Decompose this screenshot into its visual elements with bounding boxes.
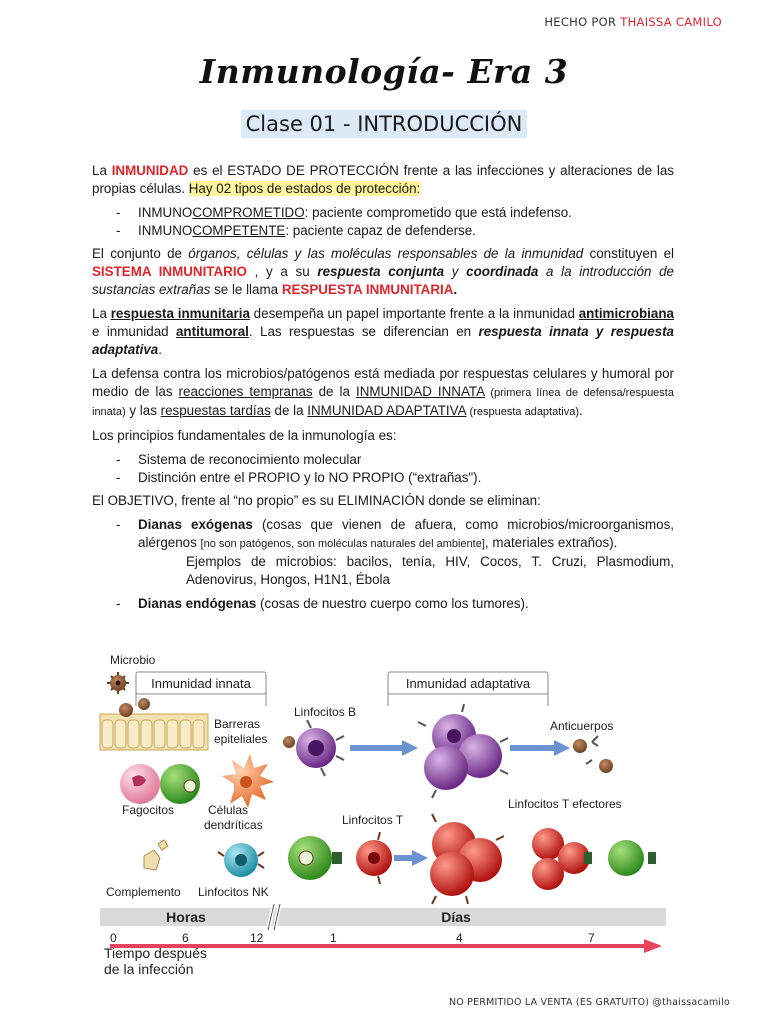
credit-prefix: HECHO POR	[544, 15, 621, 29]
document-subtitle: Clase 01 - INTRODUCCIÓN	[241, 110, 528, 138]
plasma-cells-icon	[418, 704, 508, 798]
microbe-icon	[107, 672, 129, 694]
tick-12: 12	[250, 931, 264, 945]
paragraph-inmunidad: La INMUNIDAD es el ESTADO DE PROTECCIÓN frente a las infecciones y alteraciones de las propias células. Hay 02 tipos de estados de protección:	[92, 163, 674, 196]
label-microbio: Microbio	[110, 653, 156, 667]
paragraph-objetivo: El OBJETIVO, frente al “no propio” es su ELIMINACIÓN donde se eliminan:	[92, 493, 541, 508]
label-fagocitos: Fagocitos	[122, 803, 175, 817]
antibodies-icon	[573, 736, 613, 773]
tick-7: 7	[588, 931, 595, 945]
label-linf-t: Linfocitos T	[342, 813, 404, 827]
paragraph-sistema: El conjunto de órganos, células y las moléculas responsables de la inmunidad constituyen el SISTEMA INMUNITARIO , y a su respuesta conjunta y coordinada a la introducción de sustancias extrañas se le llama RESPUESTA INMUNITARIA.	[92, 246, 674, 297]
timeline	[100, 904, 666, 977]
paragraph-defensa: La defensa contra los microbios/patógenos está mediada por respuestas celulares y humoral por medio de las reacciones tempranas de la INMUNIDAD INNATA (primera línea de defensa/respuesta innata) y las respuestas tardías de la INMUNIDAD ADAPTATIVA (respuesta adaptativa).	[92, 366, 674, 418]
b-cell-icon	[283, 720, 344, 776]
label-horas: Horas	[166, 909, 206, 925]
document-title: Inmunología- Era 3	[199, 52, 569, 91]
innate-header	[136, 672, 266, 706]
tick-4: 4	[456, 931, 463, 945]
list-item: - Distinción entre el PROPIO y lo NO PROPIO (“extrañas").	[92, 469, 674, 487]
t-effector-killing-icon	[532, 828, 656, 890]
epithelial-barrier-icon	[100, 698, 208, 750]
label-adaptativa: Inmunidad adaptativa	[405, 676, 531, 691]
adaptive-header	[388, 672, 548, 706]
label-tiempo-2: de la infección	[104, 961, 194, 977]
dendritic-cell-icon	[222, 754, 274, 808]
label-barreras-2: epiteliales	[214, 732, 268, 746]
list-item: - Sistema de reconocimiento molecular	[92, 451, 674, 469]
effector-t-cells-icon	[430, 814, 504, 904]
list-item-exogenas: - Dianas exógenas (cosas que vienen de afuera, como microbios/microorganismos, alérgenos [no son patógenos, son moléculas naturales del ambiente], materiales extraños). Ejemplos de microbios: bacilos, tenía, HIV, Cocos, T. Cruzi, Plasmodium, Adenovirus, Hongos, H1N1, Ébola	[92, 516, 674, 589]
complement-icon	[144, 840, 168, 870]
label-t-efectores: Linfocitos T efectores	[508, 797, 622, 811]
immunity-diagram	[96, 646, 672, 982]
label-dendriticas-2: dendríticas	[204, 818, 263, 832]
list-dianas	[92, 516, 674, 613]
label-dias: Días	[441, 909, 471, 925]
tick-0: 0	[110, 931, 117, 945]
footer-note: NO PERMITIDO LA VENTA (ES GRATUITO) @thaissacamilo	[448, 997, 730, 1008]
nk-cell-icon	[218, 843, 264, 877]
ejemplos-microbios: Ejemplos de microbios: bacilos, tenía, HIV, Cocos, T. Cruzi, Plasmodium, Adenovirus, Hongos, H1N1, Ébola	[186, 554, 674, 587]
list-principios	[92, 451, 674, 487]
document-body	[92, 162, 674, 618]
label-innata: Inmunidad innata	[151, 676, 251, 691]
arrow-b-to-plasma	[350, 740, 418, 756]
credit-author: THAISSA CAMILO	[620, 15, 722, 29]
paragraph-principios: Los principios fundamentales de la inmunología es:	[92, 428, 397, 443]
arrow-t-to-effectors	[394, 850, 428, 866]
apc-cell-icon	[288, 836, 342, 880]
list-item: - INMUNOCOMPROMETIDO: paciente comprometido que está indefenso.	[92, 204, 674, 222]
arrow-plasma-to-antibodies	[510, 740, 570, 756]
label-dendriticas-1: Células	[208, 803, 249, 817]
immunity-figure	[96, 646, 672, 982]
subtitle-wrap	[0, 110, 768, 138]
list-item: - INMUNOCOMPETENTE: paciente capaz de defenderse.	[92, 222, 674, 240]
tick-6: 6	[182, 931, 189, 945]
tick-1: 1	[330, 931, 337, 945]
label-nk: Linfocitos NK	[198, 885, 269, 899]
list-estados	[92, 204, 674, 240]
paragraph-respuesta: La respuesta inmunitaria desempeña un papel importante frente a la inmunidad antimicrobiana e inmunidad antitumoral. Las respuestas se diferencian en respuesta innata y respuesta adaptativa.	[92, 306, 675, 357]
label-complemento: Complemento	[106, 885, 181, 899]
label-tiempo-1: Tiempo después	[104, 945, 207, 961]
header-credit	[544, 15, 722, 29]
label-barreras-1: Barreras	[214, 717, 261, 731]
t-cell-icon	[356, 832, 392, 884]
phagocytes-icon	[120, 764, 200, 804]
label-anticuerpos: Anticuerpos	[550, 719, 614, 733]
label-linf-b: Linfocitos B	[294, 705, 357, 719]
list-item-endogenas: - Dianas endógenas (cosas de nuestro cuerpo como los tumores).	[92, 595, 674, 613]
